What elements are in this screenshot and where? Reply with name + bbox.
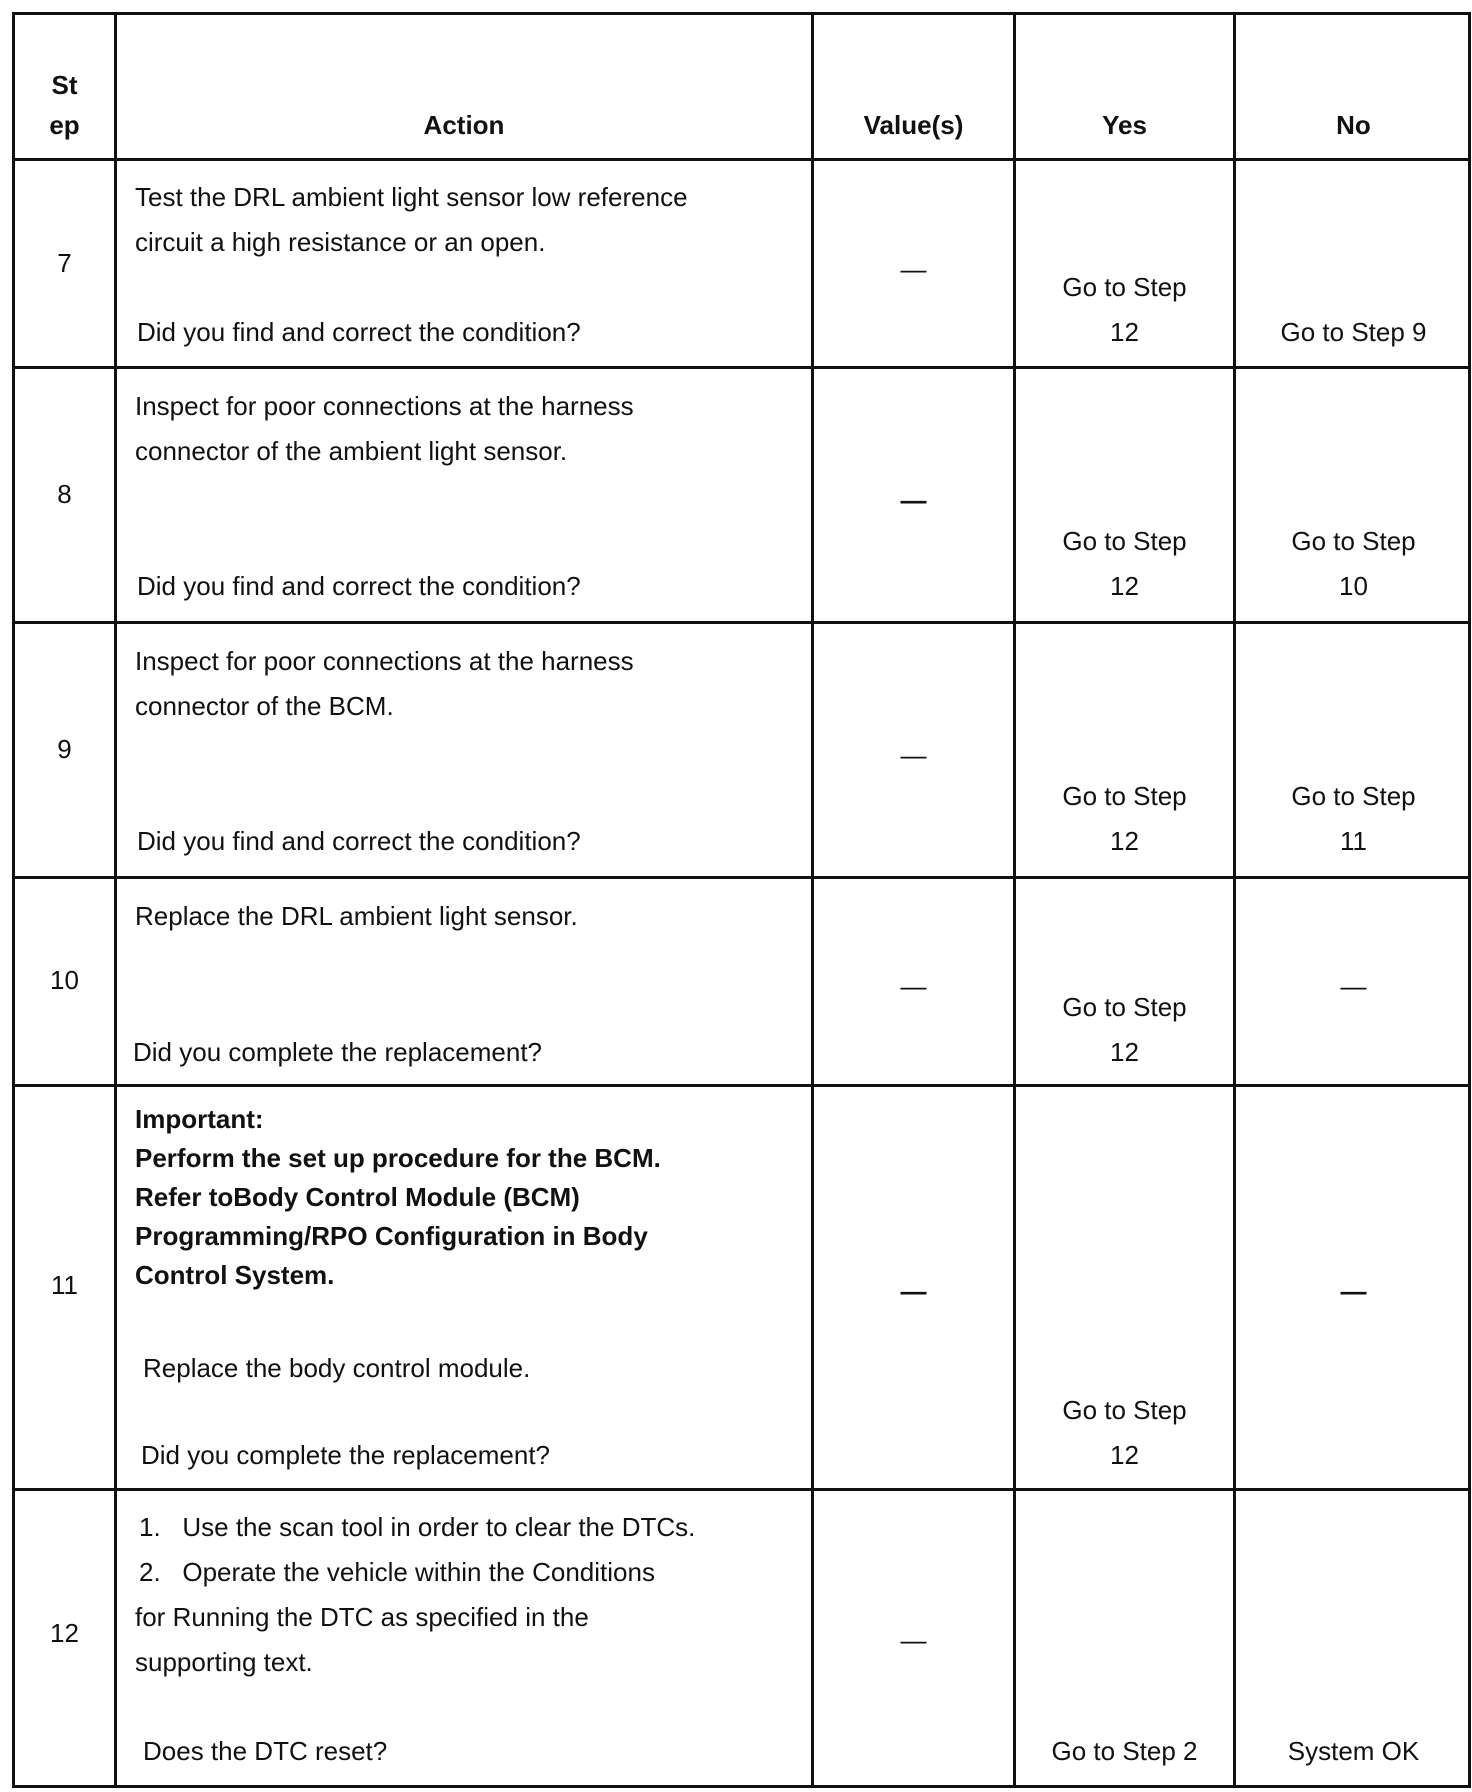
yes-line: 12 bbox=[1110, 826, 1139, 856]
no-target: System OK bbox=[1287, 1736, 1420, 1766]
important-line: Perform the set up procedure for the BCM. bbox=[135, 1143, 661, 1173]
important-note bbox=[135, 1100, 661, 1295]
step-number: 8 bbox=[57, 479, 72, 509]
action-line: 1. Use the scan tool in order to clear the DTCs. bbox=[139, 1512, 696, 1542]
header-step bbox=[15, 65, 114, 145]
action-text: Replace the DRL ambient light sensor. bbox=[135, 901, 578, 931]
no-dash: — bbox=[1340, 1276, 1367, 1306]
yes-line: 12 bbox=[1110, 571, 1139, 601]
no-dash: — bbox=[1340, 971, 1367, 1001]
row-divider bbox=[15, 366, 1468, 369]
no-line: 11 bbox=[1340, 826, 1367, 856]
header-no: No bbox=[1336, 110, 1371, 140]
row-divider bbox=[15, 1488, 1468, 1491]
yes-line: Go to Step bbox=[1062, 992, 1187, 1022]
action-text bbox=[135, 384, 634, 474]
column-divider bbox=[1233, 15, 1236, 1785]
yes-target bbox=[1016, 265, 1233, 355]
yes-line: Go to Step bbox=[1062, 781, 1187, 811]
important-line: Important: bbox=[135, 1104, 264, 1134]
action-line: Test the DRL ambient light sensor low reference bbox=[135, 182, 688, 212]
header-step-line2: ep bbox=[49, 110, 80, 140]
question-text: Did you find and correct the condition? bbox=[137, 317, 581, 347]
question-text: Did you find and correct the condition? bbox=[137, 826, 581, 856]
yes-line: Go to Step bbox=[1062, 1395, 1187, 1425]
step-number: 10 bbox=[50, 965, 79, 995]
header-yes: Yes bbox=[1102, 110, 1147, 140]
yes-line: 12 bbox=[1110, 317, 1139, 347]
action-line: connector of the ambient light sensor. bbox=[135, 436, 568, 466]
header-values: Value(s) bbox=[863, 110, 964, 140]
action-text bbox=[135, 1505, 695, 1685]
row-divider bbox=[15, 876, 1468, 879]
important-line: Control System. bbox=[135, 1260, 335, 1290]
yes-line: Go to Step bbox=[1062, 526, 1187, 556]
action-line: circuit a high resistance or an open. bbox=[135, 227, 546, 257]
important-line: Refer toBody Control Module (BCM) bbox=[135, 1182, 580, 1212]
row-divider bbox=[15, 158, 1468, 161]
value-dash: — bbox=[900, 971, 927, 1001]
yes-target bbox=[1016, 774, 1233, 864]
no-line: Go to Step bbox=[1291, 526, 1416, 556]
step-number: 12 bbox=[50, 1618, 79, 1648]
yes-target bbox=[1016, 1388, 1233, 1478]
action-text bbox=[135, 639, 634, 729]
yes-line: 12 bbox=[1110, 1440, 1139, 1470]
no-target bbox=[1236, 774, 1471, 864]
step-number: 11 bbox=[51, 1270, 78, 1300]
row-divider bbox=[15, 621, 1468, 624]
no-target bbox=[1236, 519, 1471, 609]
action-line: connector of the BCM. bbox=[135, 691, 394, 721]
action-line: Inspect for poor connections at the harness bbox=[135, 646, 634, 676]
question-text: Did you complete the replacement? bbox=[133, 1037, 543, 1067]
important-line: Programming/RPO Configuration in Body bbox=[135, 1221, 648, 1251]
action-line: supporting text. bbox=[135, 1647, 313, 1677]
step-number: 9 bbox=[57, 734, 72, 764]
header-action: Action bbox=[423, 110, 505, 140]
diagnostic-table bbox=[12, 12, 1471, 1788]
value-dash: — bbox=[900, 485, 927, 515]
value-dash: — bbox=[900, 1625, 927, 1655]
yes-target bbox=[1016, 985, 1233, 1075]
question-text: Did you find and correct the condition? bbox=[137, 571, 581, 601]
value-dash: — bbox=[900, 254, 927, 284]
action-text bbox=[135, 175, 688, 265]
column-divider bbox=[114, 15, 117, 1785]
yes-target bbox=[1016, 519, 1233, 609]
action-text: Replace the body control module. bbox=[143, 1353, 531, 1383]
yes-line: Go to Step bbox=[1062, 272, 1187, 302]
value-dash: — bbox=[900, 1276, 927, 1306]
row-divider bbox=[15, 1084, 1468, 1087]
action-line: 2. Operate the vehicle within the Conditions bbox=[139, 1557, 655, 1587]
question-text: Does the DTC reset? bbox=[143, 1736, 388, 1766]
value-dash: — bbox=[900, 740, 927, 770]
no-target: Go to Step 9 bbox=[1280, 317, 1427, 347]
step-number: 7 bbox=[57, 248, 72, 278]
no-line: Go to Step bbox=[1291, 781, 1416, 811]
header-step-line1: St bbox=[51, 70, 78, 100]
question-text: Did you complete the replacement? bbox=[141, 1440, 551, 1470]
action-line: Inspect for poor connections at the harness bbox=[135, 391, 634, 421]
no-line: 10 bbox=[1339, 571, 1368, 601]
action-line: for Running the DTC as specified in the bbox=[135, 1602, 589, 1632]
yes-line: 12 bbox=[1110, 1037, 1139, 1067]
yes-target: Go to Step 2 bbox=[1051, 1736, 1198, 1766]
